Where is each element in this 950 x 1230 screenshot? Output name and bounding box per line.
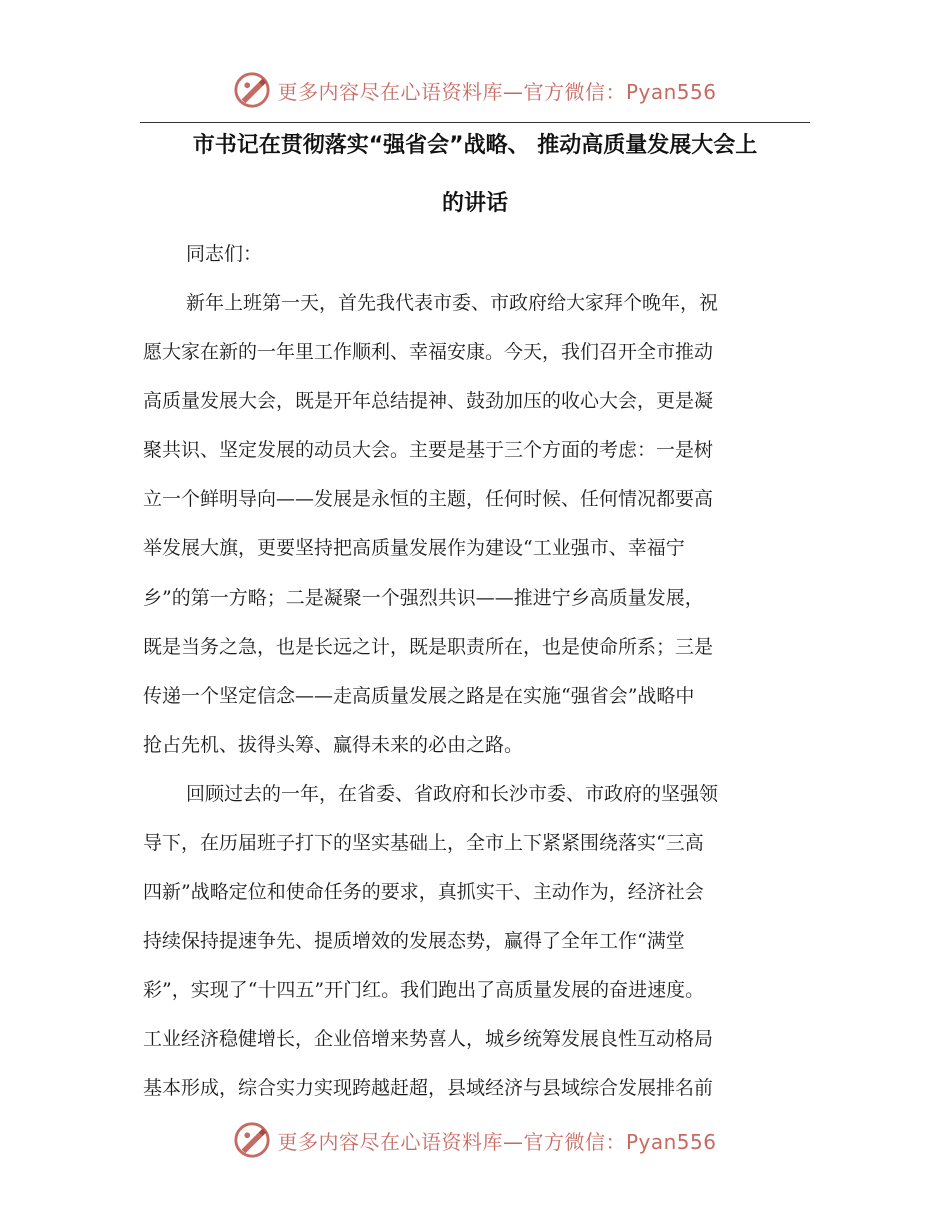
watermark-text: 更多内容尽在心语资料库—官方微信：Pyan556 — [277, 1129, 717, 1154]
paragraph-line: 导下，在历届班子打下的坚实基础上，全市上下紧紧围绕落实“三高 — [143, 832, 704, 854]
paragraph-line: 回顾过去的一年，在省委、省政府和长沙市委、市政府的坚强领 — [186, 783, 719, 805]
document-title-line-1: 市书记在贯彻落实“强省会”战略、 推动高质量发展大会上 — [192, 133, 758, 158]
watermark-banner-top — [0, 68, 950, 112]
paragraph-line: 持续保持提速争先、提质增效的发展态势，赢得了全年工作“满堂 — [143, 930, 685, 952]
paragraph-line: 聚共识、坚定发展的动员大会。主要是基于三个方面的考虑：一是树 — [143, 439, 714, 461]
paragraph-line: 新年上班第一天，首先我代表市委、市政府给大家拜个晚年，祝 — [186, 292, 719, 314]
paragraph-line: 乡”的第一方略；二是凝聚一个强烈共识——推进宁乡高质量发展， — [143, 587, 704, 609]
paragraph-line: 高质量发展大会，既是开年总结提神、鼓劲加压的收心大会，更是凝 — [143, 390, 714, 412]
paragraph-line: 四新”战略定位和使命任务的要求，真抓实干、主动作为，经济社会 — [143, 881, 704, 903]
paragraph-line: 抢占先机、拔得头筹、赢得未来的必由之路。 — [143, 734, 524, 756]
pen-logo-icon — [233, 71, 271, 109]
paragraph-line: 工业经济稳健增长，企业倍增来势喜人，城乡统筹发展良性互动格局 — [143, 1028, 714, 1050]
pen-logo-icon — [233, 1121, 271, 1159]
paragraph-line: 基本形成，综合实力实现跨越赶超，县域经济与县域综合发展排名前 — [143, 1077, 714, 1099]
watermark-text: 更多内容尽在心语资料库—官方微信：Pyan556 — [277, 79, 717, 104]
header-rule — [140, 122, 810, 123]
paragraph-line: 立一个鲜明导向——发展是永恒的主题，任何时候、任何情况都要高 — [143, 488, 714, 510]
paragraph-line: 既是当务之急，也是长远之计，既是职责所在，也是使命所系；三是 — [143, 636, 714, 658]
paragraph-line: 彩”，实现了“十四五”开门红。我们跑出了高质量发展的奋进速度。 — [143, 979, 705, 1001]
paragraph-line: 举发展大旗，更要坚持把高质量发展作为建设“工业强市、幸福宁 — [143, 537, 685, 559]
watermark-banner-bottom — [0, 1118, 950, 1162]
salutation: 同志们： — [186, 243, 263, 265]
paragraph-line: 传递一个坚定信念——走高质量发展之路是在实施“强省会”战略中 — [143, 685, 695, 707]
paragraph-line: 愿大家在新的一年里工作顺利、幸福安康。今天，我们召开全市推动 — [143, 341, 714, 363]
document-title-line-2: 的讲话 — [441, 191, 508, 216]
